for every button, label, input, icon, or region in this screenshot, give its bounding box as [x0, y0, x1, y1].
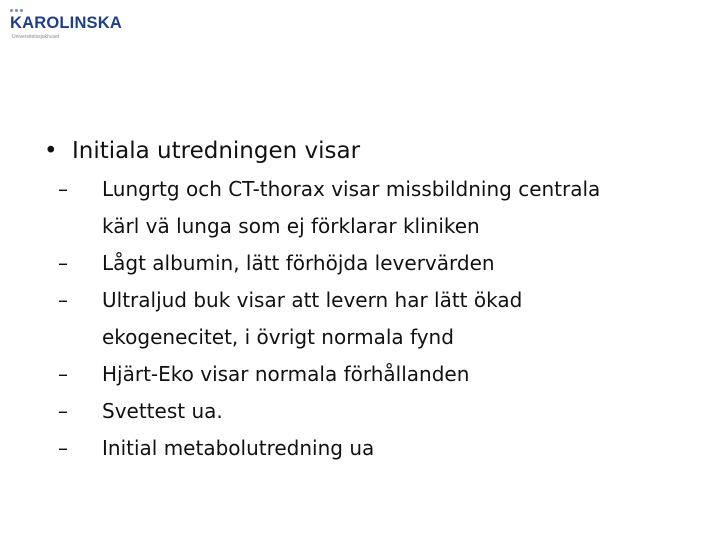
list-item-line: ekogenecitet, i övrigt normala fynd — [102, 325, 454, 349]
dash-icon: – — [58, 177, 68, 201]
bullet-dot-icon: • — [44, 138, 58, 164]
list-item-line: Hjärt-Eko visar normala förhållanden — [102, 362, 470, 386]
list-item — [58, 430, 700, 467]
list-item-line: Initial metabolutredning ua — [102, 436, 375, 460]
list-item — [58, 356, 700, 393]
list-item-line: Lungrtg och CT-thorax visar missbildning centrala — [102, 177, 601, 201]
dash-icon: – — [58, 399, 68, 423]
bullet-heading: Initiala utredningen visar — [72, 138, 361, 164]
list-item-line: kärl vä lunga som ej förklarar kliniken — [102, 214, 480, 238]
list-item — [58, 282, 700, 356]
list-item — [58, 245, 700, 282]
list-item-line: Ultraljud buk visar att levern har lätt ökad — [102, 288, 523, 312]
dash-icon: – — [58, 251, 68, 275]
slide-content — [40, 131, 700, 467]
list-item-line: Svettest ua. — [102, 399, 223, 423]
list-item — [58, 393, 700, 430]
logo-subtitle: Universitetssjukhuset — [12, 34, 60, 40]
dash-icon: – — [58, 288, 68, 312]
karolinska-logo — [10, 9, 140, 41]
list-item-line: Lågt albumin, lätt förhöjda levervärden — [102, 251, 495, 275]
main-bullet — [40, 131, 700, 171]
logo-name: KAROLINSKA — [10, 14, 122, 32]
dash-icon: – — [58, 362, 68, 386]
dash-icon: – — [58, 436, 68, 460]
sub-bullet-list — [40, 171, 700, 467]
list-item — [58, 171, 700, 245]
